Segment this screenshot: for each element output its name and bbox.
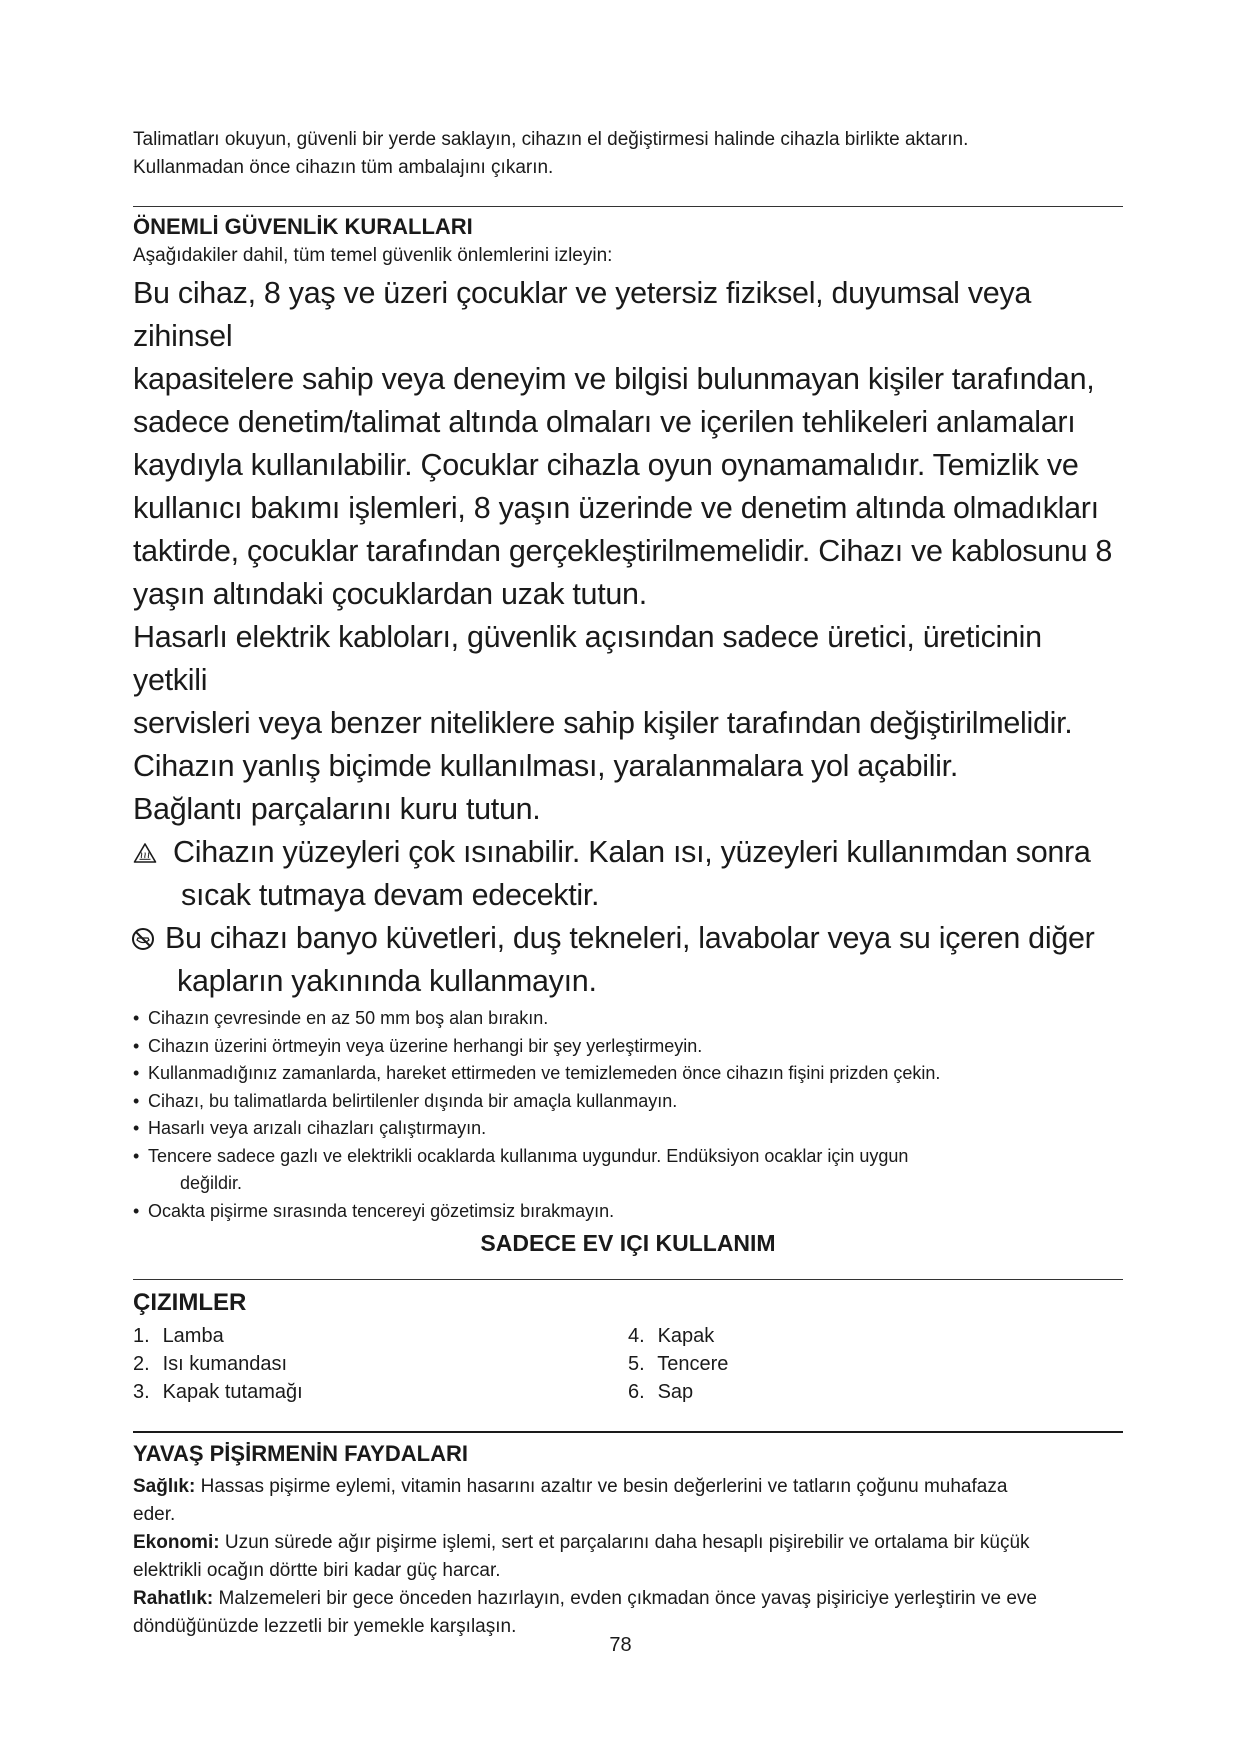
big-line: sadece denetim/talimat altında olmaları ve içerilen tehlikeleri anlamaları (133, 405, 1076, 439)
item-number: 6. (628, 1381, 645, 1403)
safety-big-text (133, 272, 1123, 831)
list-item-text: Cihazı, bu talimatlarda belirtilenler dışında bir amaçla kullanmayın. (148, 1090, 678, 1111)
benefit-label: Ekonomi: (133, 1532, 220, 1553)
big-line: Bağlantı parçalarını kuru tutun. (133, 792, 541, 826)
benefit-text: döndüğünüzde lezzetli bir yemekle karşılaşın. (133, 1616, 517, 1637)
item-label: Sap (657, 1381, 694, 1403)
benefit-text: elektrikli ocağın dörtte biri kadar güç harcar. (133, 1560, 501, 1581)
intro-line: Kullanmadan önce cihazın tüm ambalajını çıkarın. (133, 157, 554, 178)
list-item-text: Kullanmadığınız zamanlarda, hareket ettirmeden ve temizlemeden önce cihazın fişini prizden çekin. (148, 1063, 941, 1083)
big-line: Bu cihaz, 8 yaş ve üzeri çocuklar ve yetersiz fiziksel, duyumsal veya zihinsel (133, 276, 1032, 353)
no-water-icon (131, 917, 157, 960)
item-number: 5. (628, 1353, 645, 1375)
document-page (133, 126, 1123, 1641)
list-item-text: Cihazın çevresinde en az 50 mm boş alan bırakın. (148, 1008, 549, 1028)
safety-subtitle: Aşağıdakiler dahil, tüm temel güvenlik önlemlerini izleyin: (133, 245, 613, 266)
list-item (133, 1350, 628, 1378)
safety-bullets (133, 1005, 1123, 1225)
benefit-text: eder. (133, 1504, 176, 1525)
drawings-section (133, 1286, 1123, 1406)
benefit-economy (133, 1529, 1123, 1585)
divider (133, 206, 1123, 207)
water-warning-line: kapların yakınında kullanmayın. (177, 964, 597, 998)
list-item-text: değildir. (180, 1173, 243, 1193)
benefits-title: YAVAŞ PİŞİRMENİN FAYDALARI (133, 1441, 468, 1466)
item-label: Tencere (657, 1353, 729, 1375)
item-label: Lamba (162, 1325, 224, 1347)
list-item (628, 1378, 1123, 1406)
item-label: Kapak (657, 1325, 715, 1347)
list-item (133, 1322, 628, 1350)
list-item (133, 1378, 628, 1406)
water-warning (131, 917, 1123, 1003)
item-number: 1. (133, 1325, 150, 1347)
list-item (133, 1005, 1123, 1033)
list-item-text: Hasarlı veya arızalı cihazları çalıştırmayın. (148, 1118, 487, 1138)
big-line: kapasitelere sahip veya deneyim ve bilgisi bulunmayan kişiler tarafından, (133, 362, 1095, 396)
list-item (133, 1033, 1123, 1061)
safety-section (133, 212, 1123, 1259)
list-item-text: Cihazın üzerini örtmeyin veya üzerine herhangi bir şey yerleştirmeyin. (148, 1035, 703, 1056)
big-line: taktirde, çocuklar tarafından gerçekleştirilmemelidir. Cihazı ve kablosunu 8 (133, 534, 1113, 568)
hot-surface-warning (133, 831, 1123, 917)
household-only-notice: SADECE EV IÇI KULLANIM (480, 1230, 776, 1256)
intro-line: Talimatları okuyun, güvenli bir yerde saklayın, cihazın el değiştirmesi halinde cihazla birlikte aktarın. (133, 129, 969, 150)
benefit-label: Rahatlık: (133, 1588, 214, 1609)
hot-warning-line: sıcak tutmaya devam edecektir. (181, 878, 600, 912)
benefit-health (133, 1473, 1123, 1529)
safety-title: ÖNEMLİ GÜVENLİK KURALLARI (133, 214, 473, 239)
list-item (133, 1143, 1123, 1198)
list-item (133, 1198, 1123, 1226)
list-item (133, 1088, 1123, 1116)
benefit-label: Sağlık: (133, 1476, 196, 1497)
bullet-glyph: • (133, 1145, 140, 1166)
item-number: 4. (628, 1325, 645, 1347)
item-number: 2. (133, 1353, 150, 1375)
list-item (628, 1322, 1123, 1350)
divider (133, 1279, 1123, 1280)
divider (133, 1431, 1123, 1433)
bullet-glyph: • (133, 1035, 140, 1056)
benefit-text: Malzemeleri bir gece önceden hazırlayın, evden çıkmadan önce yavaş pişiriciye yerleştirin ve eve (213, 1588, 1037, 1609)
parts-column-right (628, 1322, 1123, 1406)
list-item-text: Ocakta pişirme sırasında tencereyi gözetimsiz bırakmayın. (148, 1200, 615, 1221)
item-label: Kapak tutamağı (162, 1381, 303, 1403)
hot-warning-line: Cihazın yüzeyleri çok ısınabilir. Kalan ısı, yüzeyleri kullanımdan sonra (173, 835, 1091, 869)
big-line: kaydıyla kullanılabilir. Çocuklar cihazla oyun oynamamalıdır. Temizlik ve (133, 448, 1079, 482)
benefits-section (133, 1439, 1123, 1641)
benefit-text: Uzun sürede ağır pişirme işlemi, sert et parçalarını daha hesaplı pişirebilir ve ortalama bir küçük (219, 1532, 1030, 1553)
list-item-text: Tencere sadece gazlı ve elektrikli ocaklarda kullanıma uygundur. Endüksiyon ocaklar için uygun (148, 1145, 909, 1166)
benefit-text: Hassas pişirme eylemi, vitamin hasarını azaltır ve besin değerlerini ve tatların çoğunu muhafaza (195, 1476, 1008, 1497)
big-line: servisleri veya benzer niteliklere sahip kişiler tarafından değiştirilmelidir. (133, 706, 1073, 740)
drawings-title: ÇIZIMLER (133, 1289, 247, 1316)
big-line: kullanıcı bakımı işlemleri, 8 yaşın üzerinde ve denetim altında olmadıkları (133, 491, 1099, 525)
item-label: Isı kumandası (162, 1353, 288, 1375)
benefit-comfort (133, 1585, 1123, 1641)
big-line: Hasarlı elektrik kabloları, güvenlik açısından sadece üretici, üreticinin yetkili (133, 620, 1042, 697)
item-number: 3. (133, 1381, 150, 1403)
water-warning-line: Bu cihazı banyo küvetleri, duş tekneleri, lavabolar veya su içeren diğer (165, 921, 1095, 955)
big-line: yaşın altındaki çocuklardan uzak tutun. (133, 577, 647, 611)
bullet-glyph: • (133, 1200, 140, 1221)
parts-list (133, 1322, 1123, 1406)
bullet-glyph: • (133, 1008, 140, 1028)
bullet-glyph: • (133, 1090, 140, 1111)
parts-column-left (133, 1322, 628, 1406)
intro (133, 126, 1123, 182)
big-line: Cihazın yanlış biçimde kullanılması, yaralanmalara yol açabilir. (133, 749, 959, 783)
bullet-glyph: • (133, 1063, 140, 1083)
hot-surface-icon (133, 831, 163, 874)
bullet-glyph: • (133, 1118, 140, 1138)
page-number: 78 (609, 1634, 632, 1656)
list-item (628, 1350, 1123, 1378)
list-item (133, 1115, 1123, 1143)
list-item (133, 1060, 1123, 1088)
